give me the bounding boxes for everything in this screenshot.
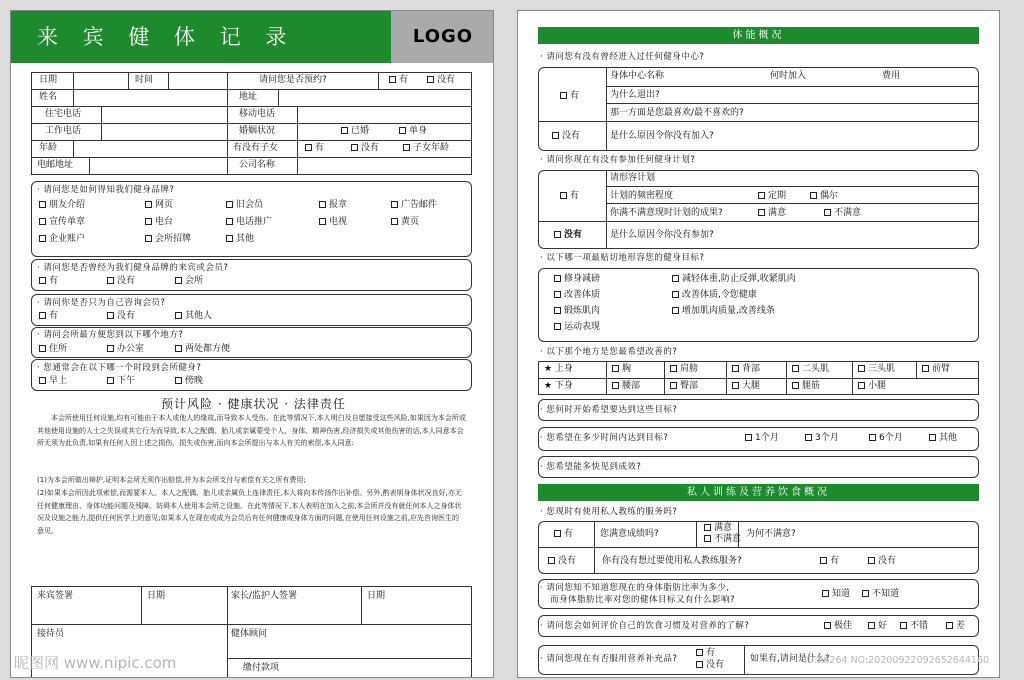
option[interactable]: 有 <box>39 276 58 287</box>
option[interactable]: 下午 <box>107 376 135 387</box>
option[interactable]: 腰部 <box>612 381 640 392</box>
watermark-site: 昵图网 www.nipic.com <box>14 654 177 672</box>
label-why-unsatisfied: 为何不满意? <box>746 529 796 539</box>
option[interactable]: 胸 <box>612 364 631 375</box>
option[interactable]: 3个月 <box>805 433 839 444</box>
option-considered-no[interactable]: 没有 <box>868 556 896 567</box>
option[interactable]: 网页 <box>145 200 173 211</box>
question-text: · 以下哪一项最贴切地形容您的健身目标? <box>540 253 705 263</box>
checkbox-icon[interactable] <box>403 144 410 151</box>
children-no[interactable]: 没有 <box>351 143 379 154</box>
option[interactable]: 小腿 <box>858 381 886 392</box>
checkbox-icon[interactable] <box>351 144 358 151</box>
question-prior-gym <box>538 67 979 151</box>
option-regular[interactable]: 定期 <box>758 191 786 202</box>
label-upper-body: ★ 上身 <box>544 364 573 374</box>
label-home-phone: 住宅电话 <box>45 109 82 119</box>
option[interactable]: 三头肌 <box>858 364 895 375</box>
option[interactable]: 没有 <box>107 311 135 322</box>
label-considered-trainer: 你有没有想过要使用私人教练服务? <box>602 556 742 566</box>
question-text: · 您希望在多少时间内达到目标? <box>540 433 669 443</box>
option-yes[interactable]: 有 <box>696 648 715 659</box>
option[interactable]: 电台 <box>145 217 173 228</box>
married-option[interactable]: 已婚 <box>341 126 369 137</box>
right-form-page <box>517 10 1000 678</box>
option[interactable]: 宣传单章 <box>39 217 85 228</box>
option[interactable]: 住所 <box>39 344 67 355</box>
option[interactable]: 腿筋 <box>792 381 820 392</box>
question-text: · 请问会所最方便您到以下哪个地方? <box>37 330 184 340</box>
label-why-not-join: 是什么原因令你没有加入? <box>610 131 714 141</box>
option[interactable]: 增加肌肉质量,改善线条 <box>672 306 775 317</box>
option[interactable]: 企业账户 <box>39 234 85 245</box>
option-no[interactable]: 没有 <box>696 660 724 671</box>
question-text: · 请问您知不知道您现在的身体脂肪比率为多少, <box>540 583 730 593</box>
risk-clause-1: (1)为本会所做出辩护,证明本会所无须作出赔偿,并为本会所支付与索偿有关之所有费用; <box>37 476 306 484</box>
option[interactable]: 会所招牌 <box>145 234 191 245</box>
question-text: · 请问您是否曾经为我们健身品牌的来宾或会员? <box>37 263 229 273</box>
question-text: · 请问您现在有否服用营养补充品? <box>540 654 678 664</box>
label-receptionist: 接待员 <box>37 629 65 639</box>
watermark-id: ID:26264 NO:20200922092652644160 <box>804 655 990 666</box>
label-why-not-participate: 是什么原因令你没有参加? <box>610 230 714 240</box>
option[interactable]: 傍晚 <box>175 376 203 387</box>
label-date: 日期 <box>367 591 386 601</box>
option-considered-yes[interactable]: 有 <box>820 556 839 567</box>
question-text: · 您何时开始希望要达到这些目标? <box>540 405 678 415</box>
checkbox-icon[interactable] <box>399 127 406 134</box>
form-title: 来 宾 健 体 记 录 <box>11 11 391 63</box>
option[interactable]: 两处都方便 <box>175 344 230 355</box>
option[interactable]: 修身减磅 <box>554 274 600 285</box>
children-yes[interactable]: 有 <box>305 143 324 154</box>
label-company: 公司名称 <box>239 160 276 170</box>
option[interactable]: 运动表现 <box>554 322 600 333</box>
question-text: · 请问您有没有曾经进入过任何健身中心? <box>540 52 705 62</box>
label-guest-signature: 来宾签署 <box>37 591 74 601</box>
question-text: · 您通常会在以下哪一个时段到会所健身? <box>37 363 202 373</box>
option-no[interactable]: 没有 <box>552 131 580 142</box>
label-address: 地址 <box>239 92 258 102</box>
option[interactable]: 报章 <box>319 200 347 211</box>
option-yes[interactable]: 有 <box>560 91 579 102</box>
option[interactable]: 广告邮件 <box>391 200 437 211</box>
option-satisfied[interactable]: 满意 <box>704 523 732 534</box>
option[interactable]: 改善体质,令您健康 <box>672 290 757 301</box>
option-yes[interactable]: 有 <box>560 191 579 202</box>
label-describe-plan: 请形容计划 <box>610 173 656 183</box>
checkbox-icon[interactable] <box>341 127 348 134</box>
option[interactable]: 没有 <box>107 276 135 287</box>
label-mobile: 移动电话 <box>239 109 276 119</box>
option[interactable]: 6个月 <box>869 433 903 444</box>
option[interactable]: 二头肌 <box>792 364 829 375</box>
option[interactable]: 锻炼肌肉 <box>554 306 600 317</box>
label-work-phone: 工作电话 <box>45 126 82 136</box>
label-appointment: 请问您是否预约? <box>259 75 327 85</box>
label-children: 有没有子女 <box>233 143 279 153</box>
label-date: 日期 <box>147 591 166 601</box>
checkbox-icon[interactable] <box>389 76 396 83</box>
label-fee: 费用 <box>882 71 901 81</box>
option[interactable]: 电话推广 <box>226 217 272 228</box>
option[interactable]: 好 <box>868 621 887 632</box>
label-time: 时间 <box>135 75 154 85</box>
risk-title: 预计风险 · 健康状况 · 法律责任 <box>161 397 346 411</box>
question-text: 而身体脂肪比率对您的健体目标又有什么影响? <box>550 595 736 605</box>
option-no[interactable]: 没有 <box>548 556 576 567</box>
risk-paragraph: 本会所使用任何设施,均有可能由于本人或他人的缘故,而导致本人受伤。在此等情况下,本人明白及自愿接受这些风险,如果因为本会所或其他使用设施的人士之失误或其它行为而导致,本人之配偶、胎儿或亲属蒙受个人、身体、精神伤害,经济损失或其他伤害的话,本人同意本会所无须为此负责,如果有任何人因上述之损伤、损失或伤害,而向本会所提出与本人有关的索偿,本人同意: <box>37 414 466 447</box>
question-text: · 以下那个地方是您最希望改善的? <box>540 347 678 357</box>
option[interactable]: 有 <box>39 311 58 322</box>
label-likes: 那一方面是您最喜欢/最不喜欢的? <box>610 108 744 118</box>
option-dont-know[interactable]: 不知道 <box>862 589 899 600</box>
appointment-no[interactable]: 没有 <box>427 75 455 86</box>
label-age: 年龄 <box>39 143 58 153</box>
option[interactable]: 背部 <box>732 364 760 375</box>
label-results-satisfaction: 您满意成绩吗? <box>600 529 659 539</box>
label-why-quit: 为什么退出? <box>610 90 660 100</box>
label-consultant: 健体顾问 <box>231 629 268 639</box>
option[interactable]: 其他人 <box>175 311 212 322</box>
option[interactable]: 其他 <box>929 433 957 444</box>
option[interactable]: 电视 <box>319 217 347 228</box>
label-plan-frequency: 计划的频密程度 <box>610 191 674 201</box>
option[interactable]: 减轻体重,防止反弹,收紧肌肉 <box>672 274 796 285</box>
left-form-page <box>10 10 494 678</box>
label-plan-satisfaction: 你满不满意现时计划的成果? <box>610 208 723 218</box>
option[interactable]: 1个月 <box>745 433 779 444</box>
option[interactable]: 改善体质 <box>554 290 600 301</box>
option-unsatisfied[interactable]: 不满意 <box>824 208 861 219</box>
label-email: 电邮地址 <box>37 160 74 170</box>
label-payment: 缴付款项 <box>243 663 280 673</box>
option-know[interactable]: 知道 <box>822 589 850 600</box>
option[interactable]: 肩膀 <box>670 364 698 375</box>
option[interactable]: 不错 <box>900 621 928 632</box>
option[interactable]: 黄页 <box>391 217 419 228</box>
label-if-yes: 如果有,请问是什么? <box>750 654 830 664</box>
question-text: · 请问您会如何评价自己的饮食习惯及对营养的了解? <box>540 621 750 631</box>
question-text: · 请问您是如何得知我们健身品牌? <box>37 185 175 195</box>
option[interactable]: 差 <box>946 621 965 632</box>
option-satisfied[interactable]: 满意 <box>758 208 786 219</box>
label-name: 姓名 <box>39 92 58 102</box>
appointment-yes[interactable]: 有 <box>389 75 408 86</box>
question-text: · 您现时有使用私人教练的服务吗? <box>540 507 678 517</box>
option[interactable]: 其他 <box>226 234 254 245</box>
option[interactable]: 旧会员 <box>226 200 263 211</box>
option[interactable]: 前臂 <box>922 364 950 375</box>
label-date: 日期 <box>39 75 58 85</box>
label-guardian-signature: 家长/监护人签署 <box>231 591 298 601</box>
label-center-name: 身体中心名称 <box>610 71 665 81</box>
section-training-title: 私人训练及营养饮食概况 <box>538 484 979 501</box>
option[interactable]: 办公室 <box>107 344 144 355</box>
option-no[interactable]: 没有 <box>554 230 582 241</box>
question-text: · 您希望能多快见到成效? <box>540 462 642 472</box>
option[interactable]: 大腿 <box>732 381 760 392</box>
risk-clause-2: (2)如果本会所因此项索偿,而需要本人、本人之配偶、胎儿或亲属负上连律责任,本人将向本传扬作出补偿。另外,酌表明身体状况良好,亦无任何健康理由、身体功能问题及残障。妨碍本人使用本会所之设施。在此等情况下,本人表明在加入之前,本会所并没有就任何本人之身体状况及设施之能力,提供任何医学上的意见;如果本人在现在或成为会员后有任何健康或身体方面的问题,在使用任何设施之前,应先咨询医生的意见。 <box>37 489 462 535</box>
label-join-time: 何时加入 <box>770 71 807 81</box>
checkbox-icon[interactable] <box>427 76 434 83</box>
question-text: · 请问你现在有没有参加任何健身计划? <box>540 155 696 165</box>
option[interactable]: 会所 <box>175 276 203 287</box>
option[interactable]: 臀部 <box>670 381 698 392</box>
logo-placeholder: LOGO <box>391 11 494 63</box>
label-marital: 婚姻状况 <box>239 126 276 136</box>
label-lower-body: ★ 下身 <box>544 381 573 391</box>
section-fitness-title: 体能概况 <box>538 27 979 44</box>
option[interactable]: 早上 <box>39 376 67 387</box>
checkbox-icon[interactable] <box>305 144 312 151</box>
single-option[interactable]: 单身 <box>399 126 427 137</box>
option[interactable]: 极佳 <box>824 621 852 632</box>
option[interactable]: 朋友介绍 <box>39 200 85 211</box>
option-yes[interactable]: 有 <box>554 529 573 540</box>
option-unsatisfied[interactable]: 不满意 <box>704 534 741 545</box>
question-text: · 请问你是否只为自己咨询会员? <box>37 298 166 308</box>
option-occasional[interactable]: 偶尔 <box>810 191 838 202</box>
children-age[interactable]: 子女年龄 <box>403 143 449 154</box>
